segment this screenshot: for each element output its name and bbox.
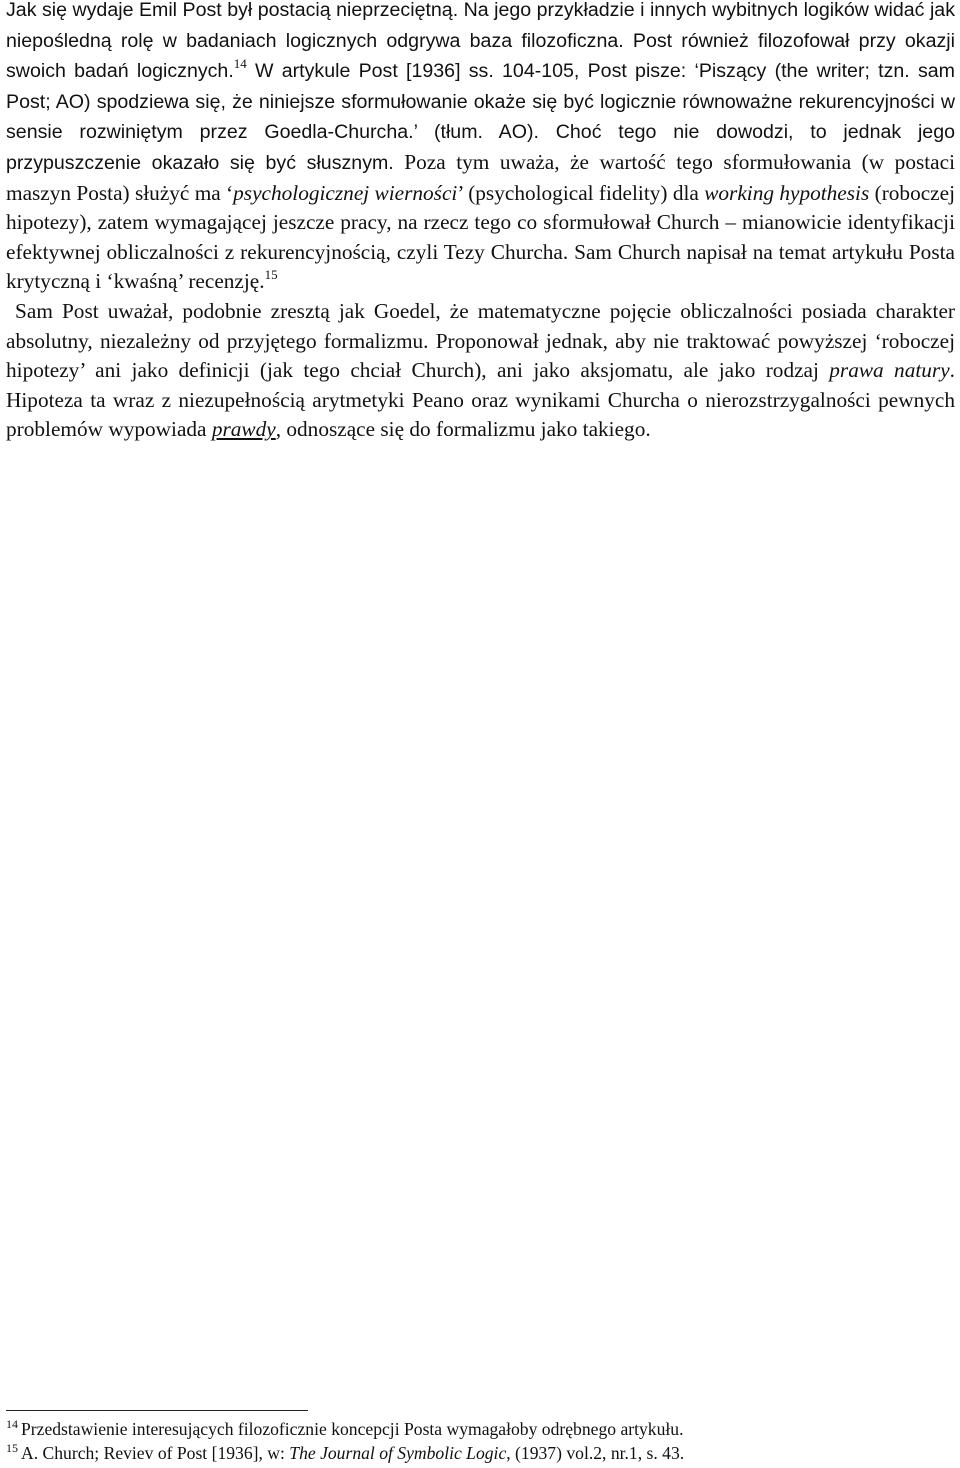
p1-text-4: ’ (psychological fidelity) dla — [457, 180, 705, 205]
paragraph-1 — [6, 0, 955, 297]
p2-underlined-1: prawdy — [211, 417, 276, 442]
p1-italic-1: psychologicznej wierności — [233, 180, 458, 205]
footnote-14-number: 14 — [6, 1417, 18, 1431]
footnote-14-text: Przedstawienie interesujących filozoficznie koncepcji Posta wymagałoby odrębnego artykułu. — [21, 1419, 684, 1439]
p2-italic-1: prawa natury — [829, 358, 950, 383]
footnote-15-text-b: , (1937) vol.2, nr.1, s. 43. — [506, 1443, 685, 1463]
p2-text-2: . Hipoteza ta wraz z niezupełnością arytmetyki Peano oraz wynikami Churcha o nierozstrzygalności pewnych problemów wypowiada — [6, 358, 955, 442]
body-text — [6, 0, 955, 445]
footnote-ref-15: 15 — [264, 267, 278, 283]
footnote-15-journal-title: The Journal of Symbolic Logic — [289, 1443, 507, 1463]
footnote-14 — [6, 1417, 955, 1441]
p1-text-3: Poza tym uważa, że wartość tego sformułowania (w postaci maszyn Posta) służyć ma ‘ — [6, 149, 955, 205]
p1-text-2: W artykule Post [1936] ss. 104-105, Post pisze: ‘Piszący (the writer; tzn. sam Post; AO) spodziewa się, że niniejsze sformułowanie okaże się być logicznie równoważne rekurencyjności w sensie rozwiniętym przez Goedla-Churcha.’ (tłum. AO). Choć tego nie dowodzi, to jednak jego przypuszczenie okazało się być słusznym. — [6, 60, 955, 174]
p1-italic-2: working hypothesis — [704, 180, 870, 205]
footnote-15-text-a: A. Church; Reviev of Post [1936], w: — [21, 1443, 290, 1463]
p2-text-1: Sam Post uważał, podobnie zresztą jak Goedel, że matematyczne pojęcie obliczalności posiada charakter absolutny, niezależny od przyjętego formalizmu. Proponował jednak, aby nie traktować powyższej ‘roboczej hipotezy’ ani jako definicji (jak tego chciał Church), ani jako aksjomatu, ale jako rodzaj — [6, 298, 955, 383]
p1-text-5: (roboczej hipotezy), zatem wymagającej jeszcze pracy, na rzecz tego co sformułował Church – mianowicie identyfikacji efektywnej obliczalności z rekurencyjnością, czyli Tezy Churcha. Sam Church napisał na temat artykułu Posta krytyczną i ‘kwaśną’ recenzję. — [6, 180, 956, 294]
paragraph-2 — [6, 297, 955, 445]
p2-text-3: , odnoszące się do formalizmu jako takiego. — [275, 417, 651, 442]
p1-text-1: Jak się wydaje Emil Post był postacią nieprzeciętną. Na jego przykładzie i innych wybitnych logików widać jak niepośledną rolę w badaniach logicznych odgrywa baza filozoficzna. Post również filozofował przy okazji swoich badań logicznych. — [6, 0, 955, 83]
footnote-15 — [6, 1441, 955, 1465]
footnote-separator — [6, 1410, 308, 1411]
footnote-15-number: 15 — [6, 1441, 18, 1455]
footnote-ref-14: 14 — [233, 56, 247, 72]
footnotes — [6, 1417, 955, 1465]
